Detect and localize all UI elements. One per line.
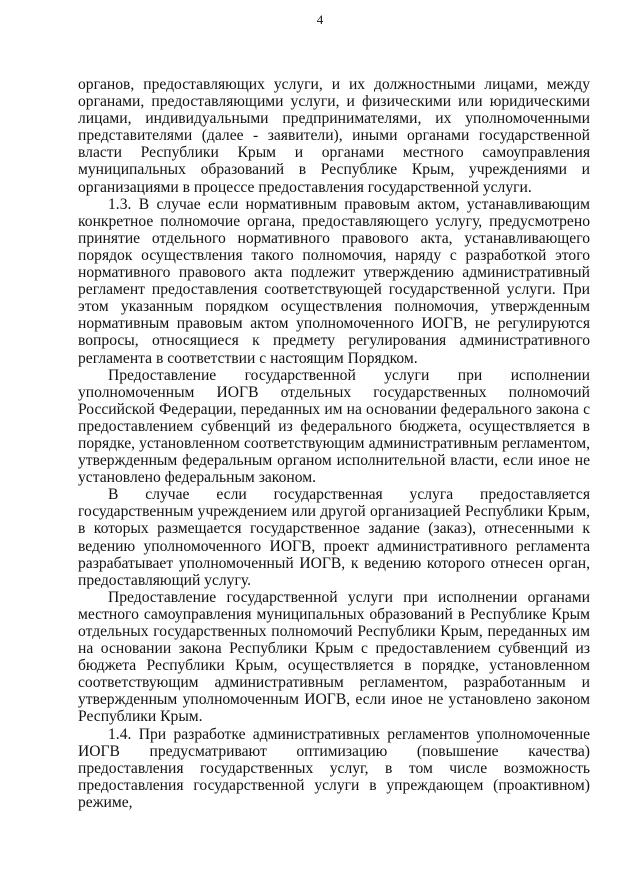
paragraph-1-4: 1.4. При разработке административных регламентов уполномоченные ИОГВ предусматривают оптимизацию (повышение качества) предоставления государственных услуг, в том числе возможность предоставления государственной услуги в упреждающем (проактивном) режиме, — [78, 725, 590, 811]
paragraph-continuation: органов, предоставляющих услуги, и их должностными лицами, между органами, предоставляющими услуги, и физическими или юридическими лицами, индивидуальными предпринимателями, их уполномоченными представителями (далее - заявители), иными органами государственной власти Республики Крым и органами местного самоуправления муниципальных образований в Республике Крым, учреждениями и организациями в процессе предоставления государственной услуги. — [78, 76, 590, 196]
paragraph-local-government: Предоставление государственной услуги при исполнении органами местного самоуправления муниципальных образований в Республике Крым отдельных государственных полномочий Республики Крым, переданных им на основании закона Республики Крым с предоставлением субвенций из бюджета Республики Крым, осуществляется в порядке, установленном соответствующим административным регламентом, разработанным и утвержденным уполномоченным ИОГВ, если иное не установлено законом Республики Крым. — [78, 588, 590, 726]
document-body — [78, 76, 590, 811]
paragraph-state-institution: В случае если государственная услуга предоставляется государственным учреждением или другой организацией Республики Крым, в которых размещается государственное задание (заказ), отнесенными к ведению уполномоченного ИОГВ, проект административного регламента разрабатывает уполномоченный ИОГВ, к ведению которого отнесен орган, предоставляющий услугу. — [78, 486, 590, 589]
paragraph-federal-powers: Предоставление государственной услуги при исполнении уполномоченным ИОГВ отдельных государственных полномочий Российской Федерации, переданных им на основании федерального закона с предоставлением субвенций из федерального бюджета, осуществляется в порядке, установленном соответствующим административным регламентом, утвержденным федеральным органом исполнительной власти, если иное не установлено федеральным законом. — [78, 366, 590, 487]
page-number: 4 — [316, 12, 324, 27]
paragraph-1-3: 1.3. В случае если нормативным правовым актом, устанавливающим конкретное полномочие органа, предоставляющего услугу, предусмотрено принятие отдельного нормативного правового акта, устанавливающего порядок осуществления такого полномочия, наряду с разработкой этого нормативного правового акта подлежит утверждению административный регламент предоставления соответствующей государственной услуги. При этом указанным порядком осуществления полномочия, утвержденным нормативным правовым актом уполномоченного ИОГВ, не регулируются вопросы, относящиеся к предмету регулирования административного регламента в соответствии с настоящим Порядком. — [78, 195, 590, 367]
